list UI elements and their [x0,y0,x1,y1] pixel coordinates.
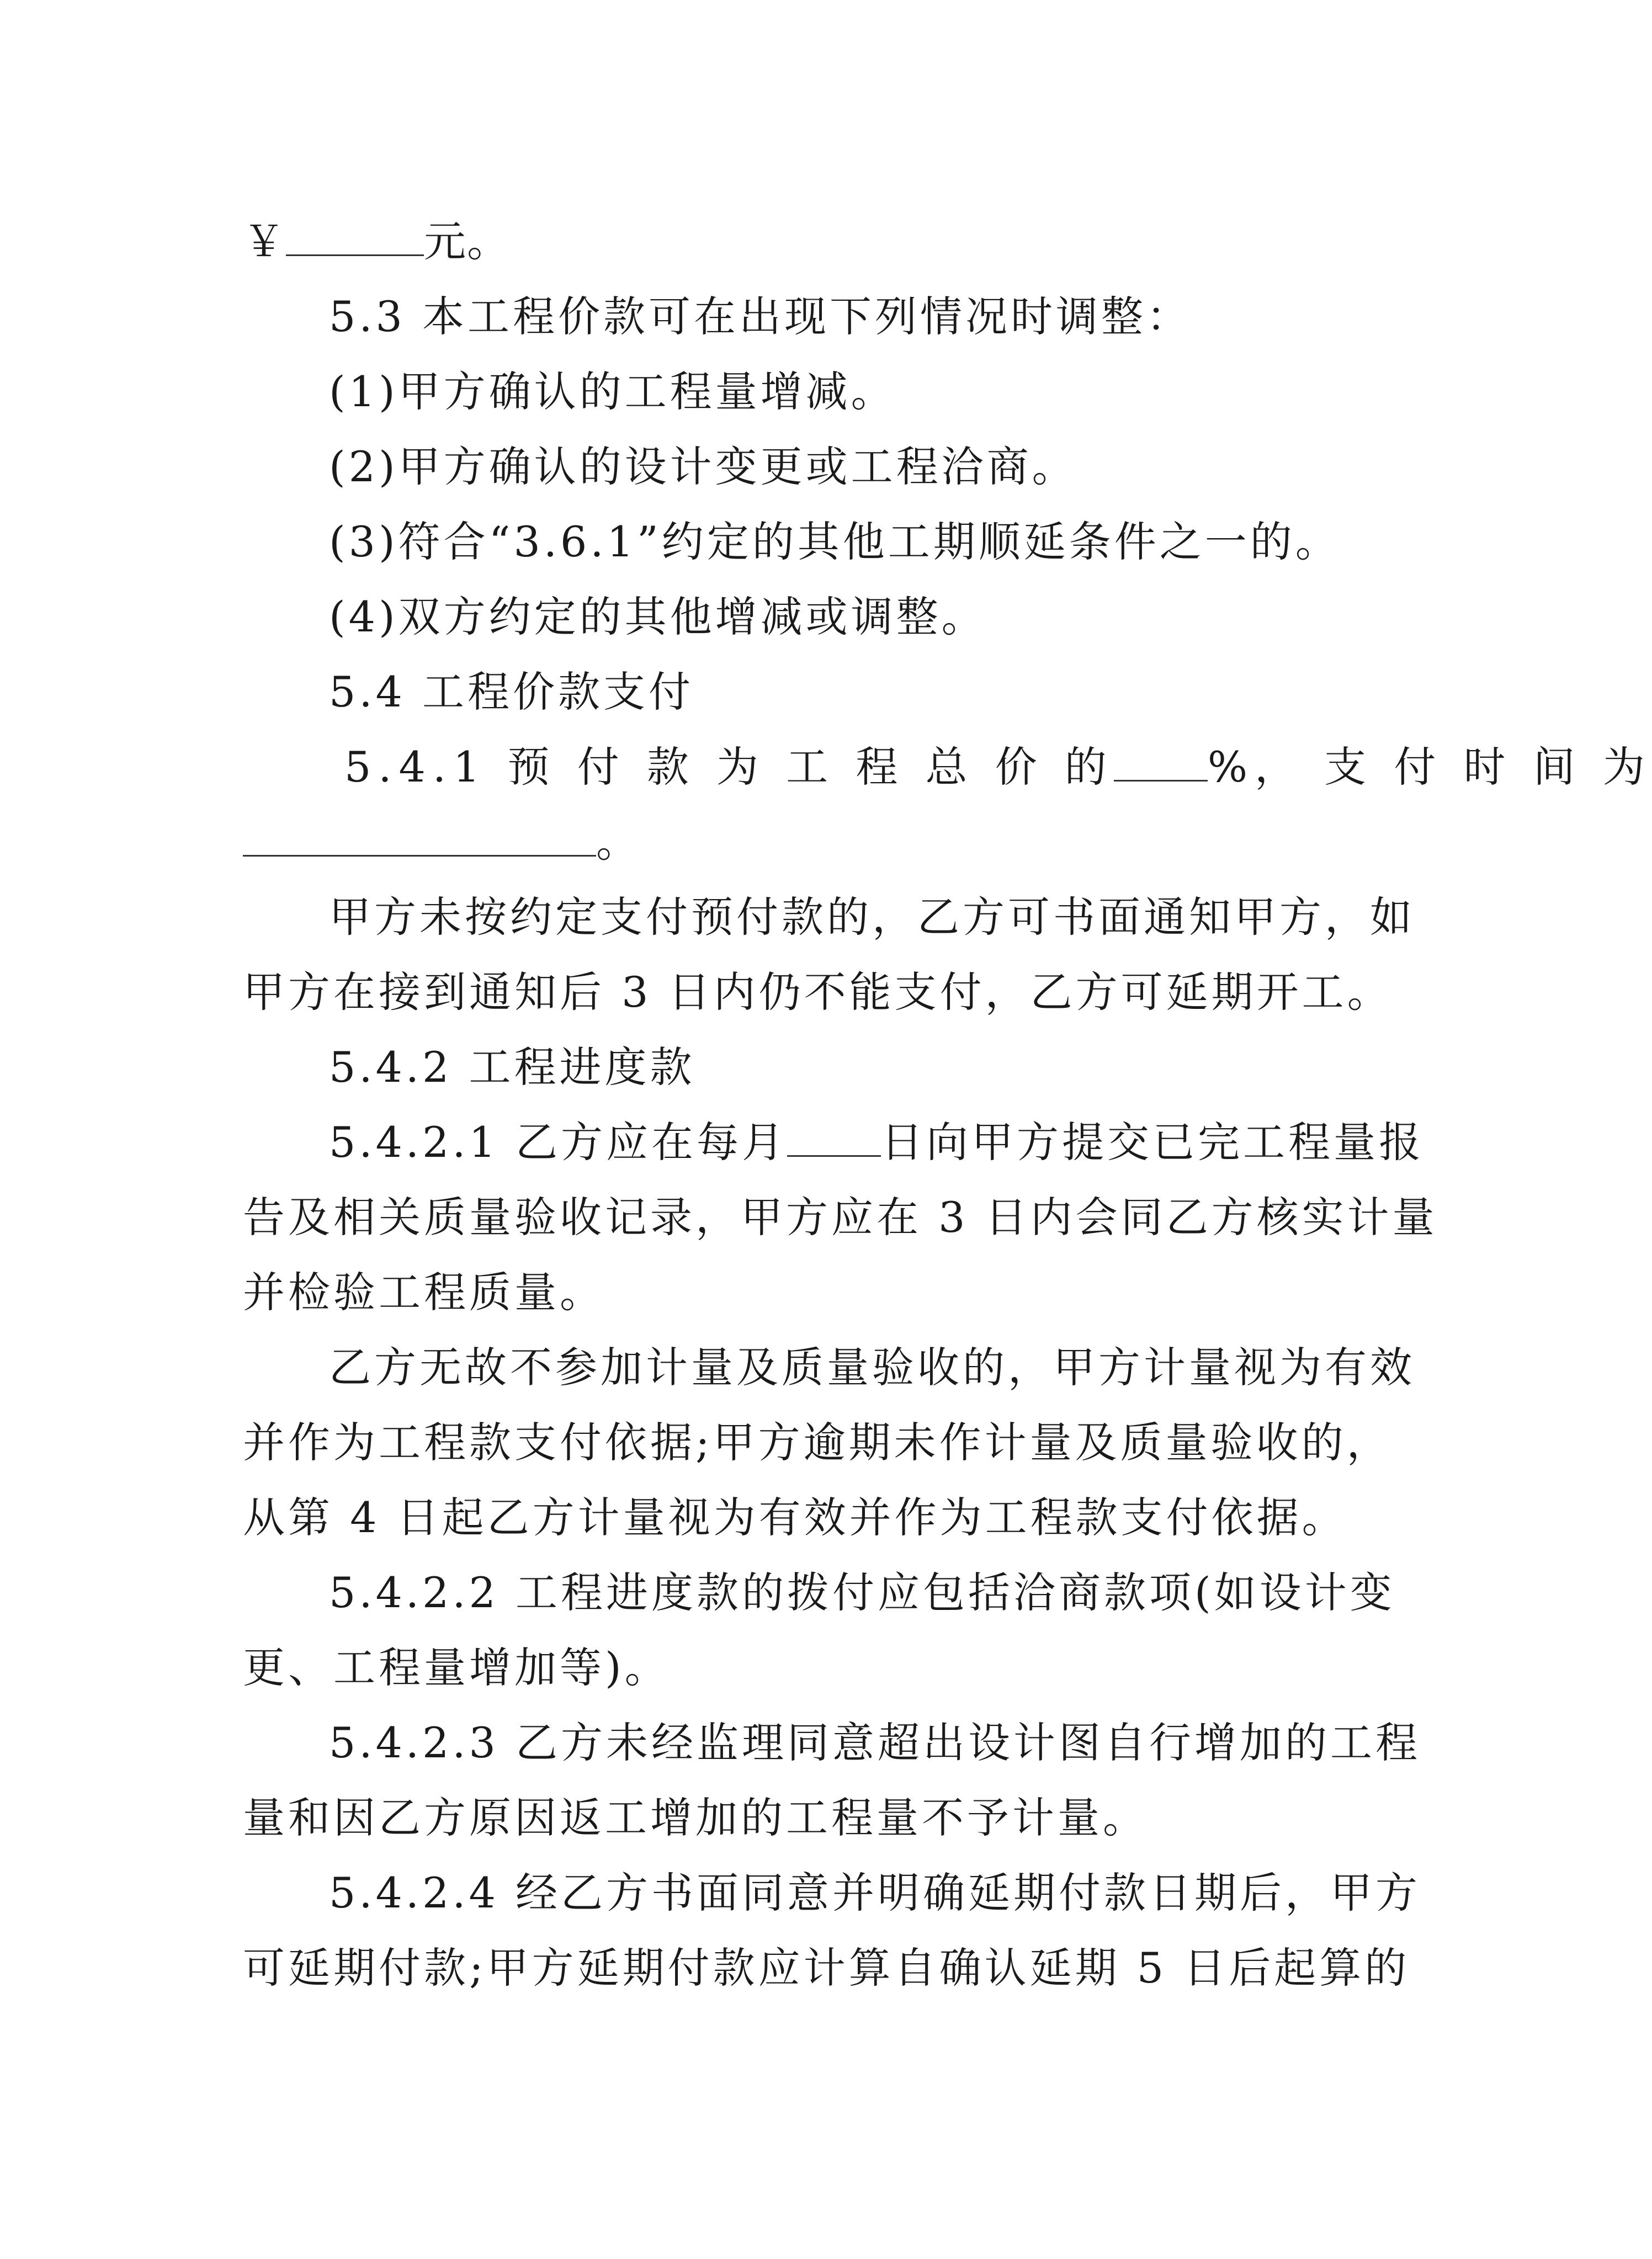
document-body [243,204,1652,2006]
advance-payment-para-2: 甲方在接到通知后 3 日内仍不能支付，乙方可延期开工。 [243,968,1393,1017]
clause-5-4-1-text-b: %， 支 付 时 间 为 [1207,742,1652,791]
clause-5-3-item-2: (2)甲方确认的设计变更或工程洽商。 [329,442,1077,491]
clause-5-4-2-2-line-2: 更、工程量增加等)。 [243,1643,670,1692]
clause-5-4-2-4-line-2: 可延期付款;甲方延期付款应计算自确认延期 5 日后起算的 [243,1943,1410,1992]
payment-time-line [243,805,1369,880]
clause-5-4-2-3-line-1: 5.4.2.3 乙方未经监理同意超出设计图自行增加的工程 [329,1718,1421,1767]
clause-5-3-item-3: (3)符合“3.6.1”约定的其他工期顺延条件之一的。 [329,517,1341,566]
currency-symbol: ￥ [243,217,286,266]
clause-5-4-2-2-line-1: 5.4.2.2 工程进度款的拨付应包括洽商款项(如设计变 [329,1568,1395,1617]
clause-5-4-heading: 5.4 工程价款支付 [329,667,694,716]
clause-5-4-2-1-text-b: 日向甲方提交已完工程量报 [881,1118,1425,1167]
advance-payment-para-1: 甲方未按约定支付预付款的，乙方可书面通知甲方，如 [329,892,1415,942]
measurement-para-line-2: 并作为工程款支付依据;甲方逾期未作计量及质量验收的， [243,1418,1392,1467]
measurement-para-line-1: 乙方无故不参加计量及质量验收的，甲方计量视为有效 [329,1343,1415,1392]
clause-5-4-2-1-line-3: 并检验工程质量。 [243,1268,605,1317]
clause-5-4-2-1-text-a: 5.4.2.1 乙方应在每月 [329,1118,788,1167]
payment-time-end: 。 [596,817,641,867]
percentage-blank [1114,745,1208,782]
clause-5-4-2-3-line-2: 量和因乙方原因返工增加的工程量不予计量。 [243,1793,1148,1842]
clause-5-4-2-4-line-1: 5.4.2.4 经乙方书面同意并明确延期付款日期后，甲方 [329,1868,1421,1917]
clause-5-3-item-1: (1)甲方确认的工程量增减。 [329,367,896,416]
clause-5-4-2-1-line-2: 告及相关质量验收记录，甲方应在 3 日内会同乙方核实计量 [243,1193,1438,1242]
clause-5-3-heading: 5.3 本工程价款可在出现下列情况时调整： [329,292,1192,341]
clause-5-4-1-line [243,730,1652,805]
clause-5-4-1-text-a: 5.4.1 预 付 款 为 工 程 总 价 的 [344,742,1114,791]
measurement-para-line-3: 从第 4 日起乙方计量视为有效并作为工程款支付依据。 [243,1493,1347,1542]
clause-5-4-2-heading: 5.4.2 工程进度款 [329,1043,695,1092]
price-blank [286,219,424,256]
clause-5-4-2-1-line [243,1105,1425,1180]
monthly-day-blank [787,1120,881,1157]
payment-time-blank [243,816,596,857]
clause-5-3-item-4: (4)双方约定的其他增减或调整。 [329,592,987,641]
contract-price-line [243,204,1369,279]
unit-yuan: 元。 [424,217,510,266]
